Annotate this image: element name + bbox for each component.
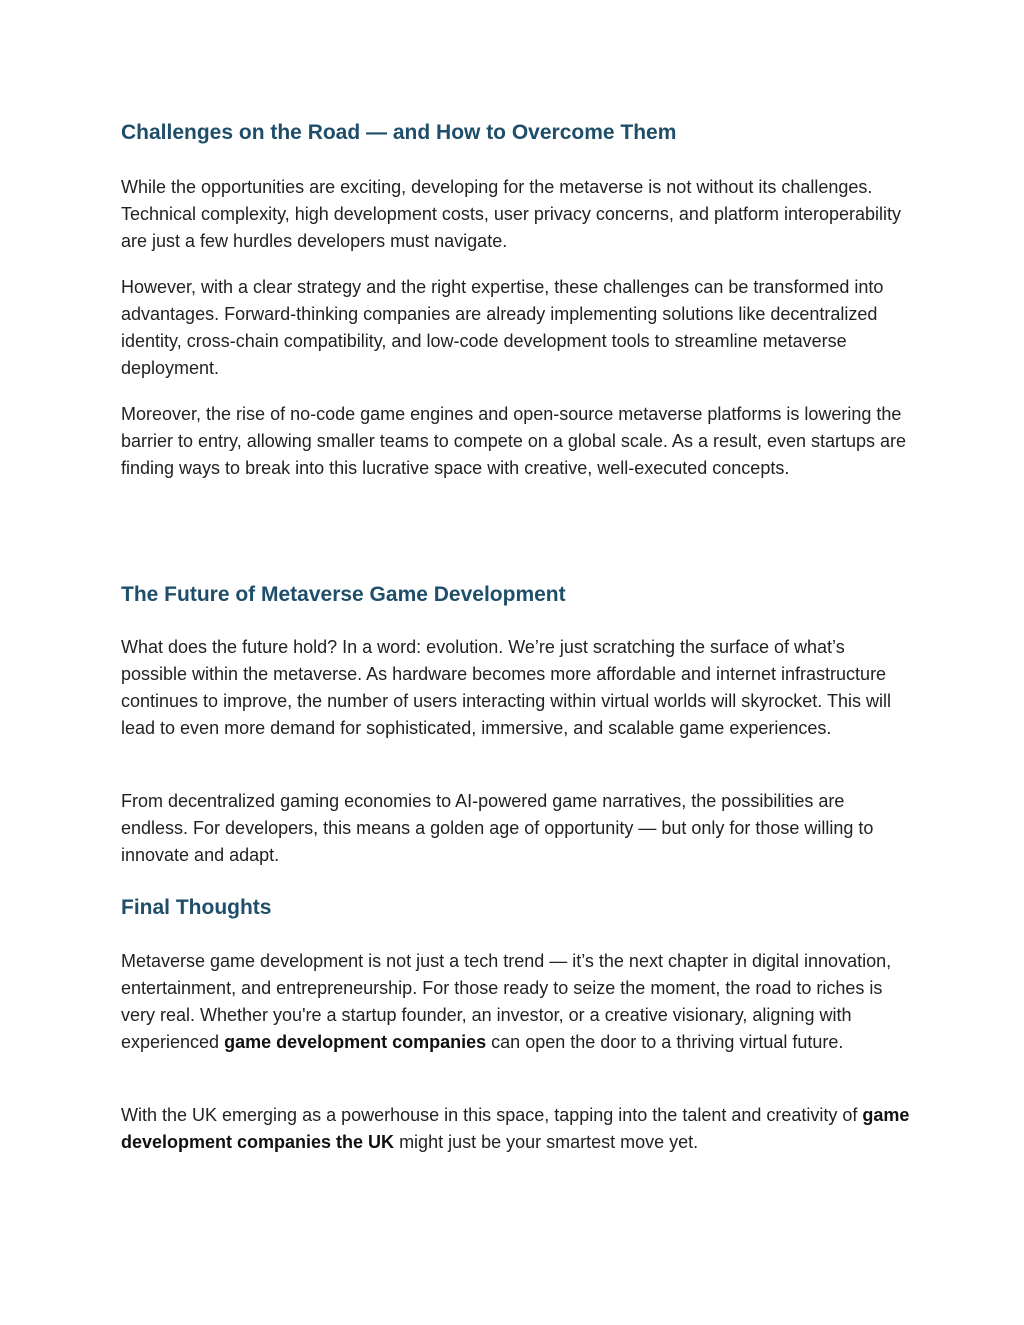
- paragraph-final-2-text-start: With the UK emerging as a powerhouse in this space, tapping into the talent and creativity of: [121, 1105, 863, 1125]
- paragraph-final-1-text-start: Metaverse game development is not just a tech trend — it’s the next chapter in digital innovation, entertainment, and entrepreneurship. For those ready to seize the moment, the road to riches is very real. Whether you're a startup founder, an investor, or a creative visionary, aligning with experienced: [121, 951, 892, 1052]
- paragraph-future-1: What does the future hold? In a word: evolution. We’re just scratching the surface of what’s possible within the metaverse. As hardware becomes more affordable and internet infrastructure continues to improve, the number of users interacting within virtual worlds will skyrocket. This will lead to even more demand for sophisticated, immersive, and scalable game experiences.: [121, 637, 891, 738]
- section-heading-future: The Future of Metaverse Game Development: [121, 583, 566, 606]
- paragraph-challenges-3: Moreover, the rise of no-code game engines and open-source metaverse platforms is lowering the barrier to entry, allowing smaller teams to compete on a global scale. As a result, even startups are finding ways to break into this lucrative space with creative, well-executed concepts.: [121, 404, 907, 478]
- bold-link-game-development-companies: game development companies: [224, 1032, 487, 1052]
- paragraph-final-1: [121, 948, 911, 1056]
- section-heading-challenges: Challenges on the Road — and How to Overcome Them: [121, 121, 677, 144]
- paragraph-final-2: [121, 1102, 911, 1156]
- bold-link-game-development-companies-uk: game development companies the UK: [121, 1105, 910, 1152]
- paragraph-final-1-text-end: can open the door to a thriving virtual future.: [486, 1032, 844, 1052]
- paragraph-final-2-text-end: might just be your smartest move yet.: [394, 1132, 699, 1152]
- paragraph-challenges-1: While the opportunities are exciting, developing for the metaverse is not without its challenges. Technical complexity, high development costs, user privacy concerns, and platform interoperability are just a few hurdles developers must navigate.: [121, 177, 902, 251]
- section-heading-final-thoughts: Final Thoughts: [121, 896, 272, 919]
- paragraph-challenges-2: However, with a clear strategy and the right expertise, these challenges can be transformed into advantages. Forward-thinking companies are already implementing solutions like decentralized identity, cross-chain compatibility, and low-code development tools to streamline metaverse deployment.: [121, 277, 884, 378]
- paragraph-future-2: From decentralized gaming economies to AI-powered game narratives, the possibilities are endless. For developers, this means a golden age of opportunity — but only for those willing to innovate and adapt.: [121, 791, 874, 865]
